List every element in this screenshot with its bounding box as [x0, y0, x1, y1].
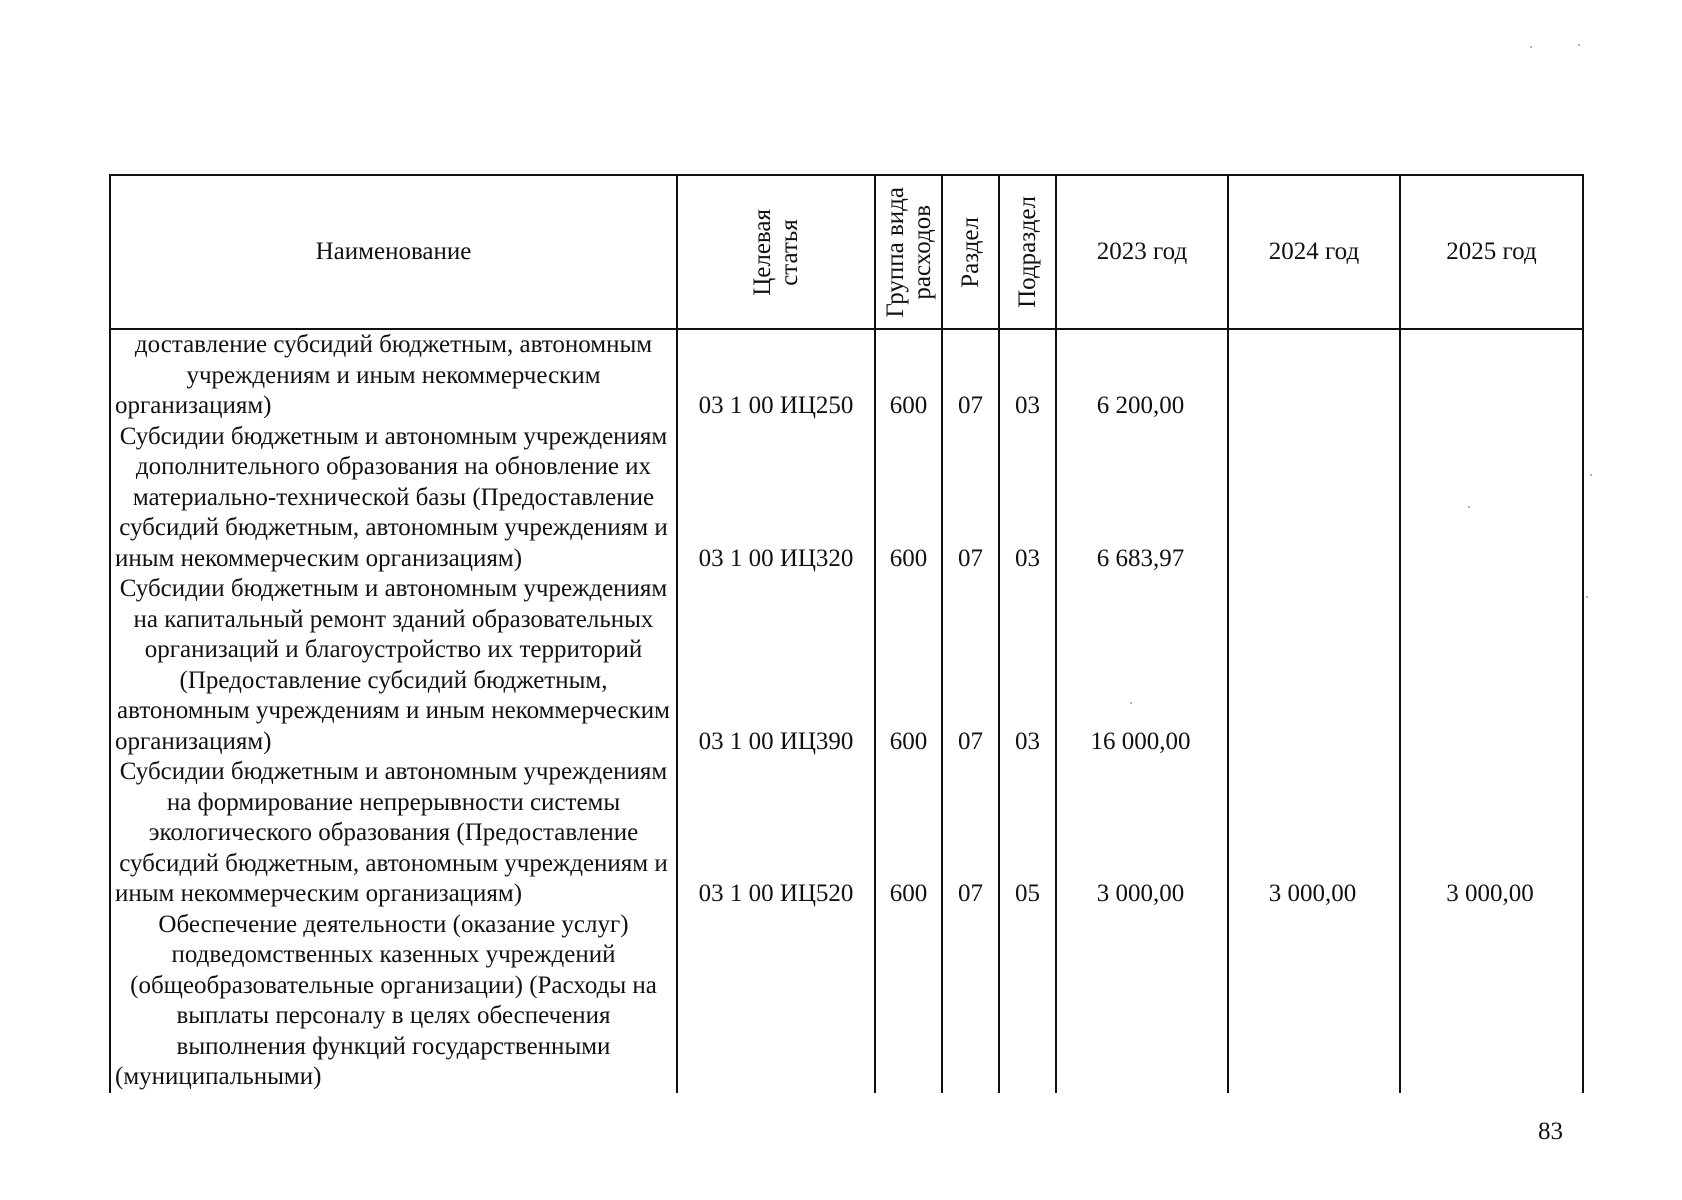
header-2025: 2025 год	[1400, 175, 1583, 329]
row-subsection: 03	[999, 329, 1056, 422]
row-target-article: 03 1 00 ИЦ250	[677, 329, 875, 422]
row-2024	[1228, 422, 1400, 575]
table-header-row	[110, 175, 1583, 329]
header-2024: 2024 год	[1228, 175, 1400, 329]
row-section: 07	[942, 757, 999, 910]
row-target-article: 03 1 00 ИЦ320	[677, 422, 875, 575]
header-target-article-text: Целевая статья	[749, 208, 803, 296]
row-2023	[1056, 910, 1228, 1093]
table-row	[110, 329, 1583, 422]
row-expense-group: 600	[875, 574, 942, 757]
row-2025	[1400, 329, 1583, 422]
row-expense-group	[875, 910, 942, 1093]
header-section-text: Раздел	[957, 216, 984, 288]
row-2023: 16 000,00	[1056, 574, 1228, 757]
row-section: 07	[942, 574, 999, 757]
header-expense-group	[875, 175, 942, 329]
row-target-article: 03 1 00 ИЦ390	[677, 574, 875, 757]
budget-table	[109, 174, 1584, 1093]
row-subsection: 05	[999, 757, 1056, 910]
row-2023: 6 683,97	[1056, 422, 1228, 575]
table-row	[110, 422, 1583, 575]
scan-speck	[1130, 702, 1132, 704]
row-2025	[1400, 910, 1583, 1093]
row-2025: 3 000,00	[1400, 757, 1583, 910]
row-2024	[1228, 329, 1400, 422]
header-2023: 2023 год	[1056, 175, 1228, 329]
table-row	[110, 574, 1583, 757]
row-subsection	[999, 910, 1056, 1093]
row-expense-group: 600	[875, 757, 942, 910]
header-subsection-text: Подраздел	[1014, 196, 1041, 308]
row-subsection: 03	[999, 422, 1056, 575]
scan-speck	[1590, 474, 1592, 476]
row-expense-group: 600	[875, 329, 942, 422]
scan-speck	[1530, 46, 1532, 48]
row-expense-group: 600	[875, 422, 942, 575]
header-target-article	[677, 175, 875, 329]
scan-speck	[1578, 44, 1580, 46]
header-expense-group-text: Группа вида расходов	[881, 186, 936, 318]
page-number: 83	[1538, 1118, 1563, 1145]
row-name: Субсидии бюджетным и автономным учреждениям дополнительного образования на обновление их материально-технической базы (Предоставление субсидий бюджетным, автономным учреждениям и иным некоммерческим организациям)	[110, 422, 677, 575]
header-name: Наименование	[110, 175, 677, 329]
row-2024: 3 000,00	[1228, 757, 1400, 910]
row-name: Субсидии бюджетным и автономным учреждениям на капитальный ремонт зданий образовательных организаций и благоустройство их территорий (Предоставление субсидий бюджетным, автономным учреждениям и иным некоммерческим организациям)	[110, 574, 677, 757]
header-subsection	[999, 175, 1056, 329]
row-2023: 3 000,00	[1056, 757, 1228, 910]
header-section	[942, 175, 999, 329]
table-row	[110, 910, 1583, 1093]
row-name: доставление субсидий бюджетным, автономным учреждениям и иным некоммерческим организациям)	[110, 329, 677, 422]
row-2023: 6 200,00	[1056, 329, 1228, 422]
row-section: 07	[942, 329, 999, 422]
row-name: Субсидии бюджетным и автономным учреждениям на формирование непрерывности системы экологического образования (Предоставление субсидий бюджетным, автономным учреждениям и иным некоммерческим организациям)	[110, 757, 677, 910]
row-section	[942, 910, 999, 1093]
row-2024	[1228, 910, 1400, 1093]
row-2024	[1228, 574, 1400, 757]
row-2025	[1400, 422, 1583, 575]
table-row	[110, 757, 1583, 910]
row-target-article: 03 1 00 ИЦ520	[677, 757, 875, 910]
scan-speck	[1468, 506, 1470, 508]
row-subsection: 03	[999, 574, 1056, 757]
row-name: Обеспечение деятельности (оказание услуг) подведомственных казенных учреждений (общеобразовательные организации) (Расходы на выплаты персоналу в целях обеспечения выполнения функций государственными (муниципальными)	[110, 910, 677, 1093]
row-target-article	[677, 910, 875, 1093]
scan-speck	[1586, 596, 1588, 598]
row-section: 07	[942, 422, 999, 575]
row-2025	[1400, 574, 1583, 757]
